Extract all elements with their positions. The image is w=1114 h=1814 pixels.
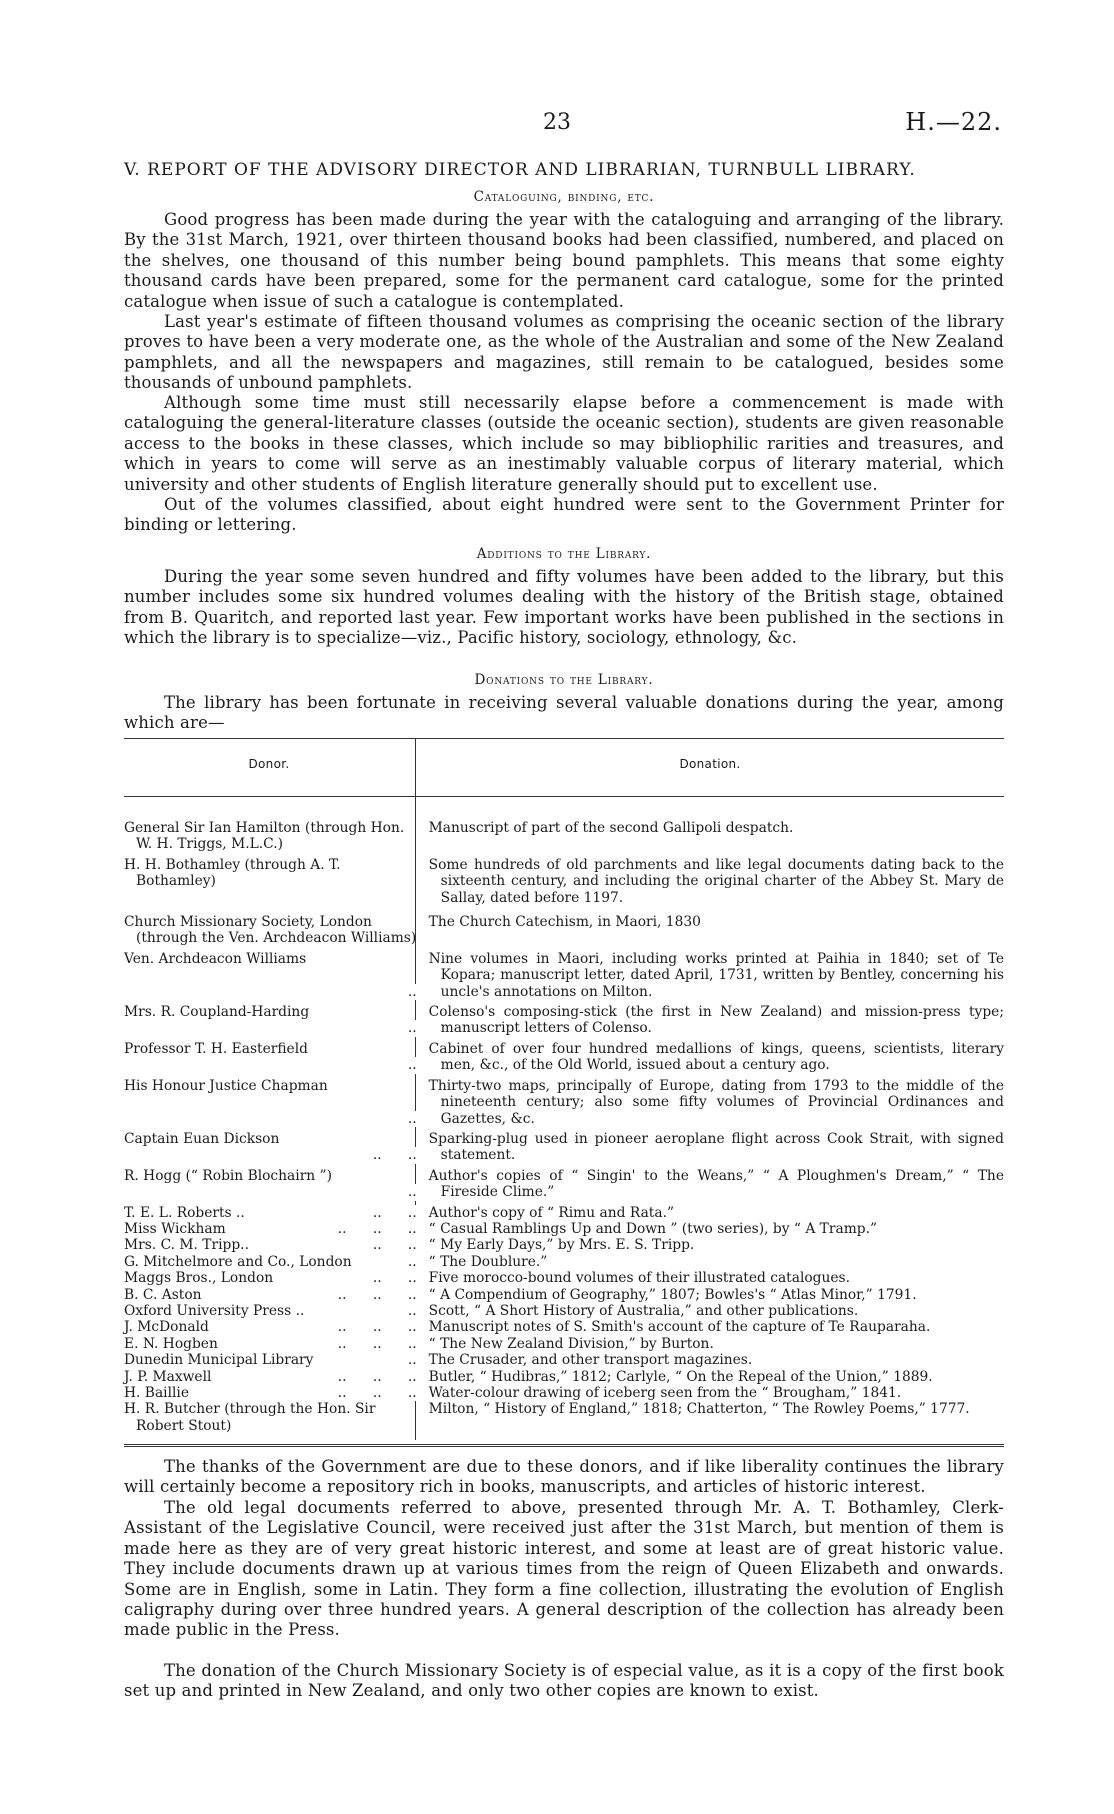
table-header-rule (124, 796, 1004, 797)
donation-cell: Milton, “ History of England,” 1818; Chatterton, “ The Rowley Poems,” 1777. (428, 1401, 970, 1418)
paragraph: Although some time must still necessarily elapse before a commencement is made with cataloguing the general-literature classes (outside the oceanic section), students are given reasonable access to the books in these classes, which include so may bibliophilic rarities and treasures, and which in years to come will serve as an inestimably valuable corpus of literary material, which university and other students of English literature generally should put to excellent use. (124, 393, 1004, 494)
donation-cell: “ The New Zealand Division,” by Burton. (428, 1335, 714, 1352)
table-row (124, 1041, 1004, 1074)
donor-name: T. E. L. Roberts .. (124, 1204, 245, 1221)
donor-name: Mrs. R. Coupland-Harding (124, 1004, 310, 1021)
paragraph: Last year's estimate of fifteen thousand volumes as comprising the oceanic section of the library proves to have been a very moderate one, as the whole of the Australian and some of the New Zealand pamphlets, and all the newspapers and magazines, still remain to be catalogued, besides some thousands of unbound pamphlets. (124, 312, 1004, 393)
donation-cell: The Church Catechism, in Maori, 1830 (428, 914, 701, 931)
donor-cell (124, 951, 417, 1000)
leader-dots: .. (404, 1111, 417, 1127)
donor-cell (124, 1270, 417, 1286)
paragraph: The thanks of the Government are due to these donors, and if like liberality continues the library will certainly become a repository rich in books, manuscripts, and articles of historic interest. (124, 1457, 1004, 1497)
donor-name: Mrs. C. M. Tripp.. (124, 1237, 249, 1254)
donation-cell: “ Casual Ramblings Up and Down ” (two series), by “ A Tramp.” (428, 1220, 878, 1237)
leader-dots: .. .. .. (334, 1319, 417, 1335)
table-row (124, 1078, 1004, 1127)
donor-name: J. P. Maxwell (124, 1368, 212, 1385)
donation-cell: The Crusader, and other transport magazines. (428, 1352, 753, 1369)
leader-dots: .. (404, 1254, 417, 1270)
donor-name: H. H. Bothamley (through A. T. Bothamley) (124, 856, 341, 890)
donor-cell (124, 1168, 417, 1201)
leader-dots: .. .. .. (334, 1287, 417, 1303)
donor-name: Maggs Bros., London (124, 1270, 274, 1287)
donation-cell: Manuscript of part of the second Gallipoli despatch. (428, 820, 794, 836)
table-row (124, 1205, 1004, 1221)
section-heading-cataloguing: Cataloguing, binding, etc. (473, 189, 655, 205)
donor-cell (124, 857, 417, 906)
donation-cell: Some hundreds of old parchments and like legal documents dating back to the sixteenth century, and including the original charter of the Abbey St. Mary de Sallay, dated before 1197. (428, 856, 1004, 906)
donation-cell: Butler, “ Hudibras,” 1812; Carlyle, “ On the Repeal of the Union,” 1889. (428, 1368, 933, 1385)
leader-dots: .. (404, 984, 417, 1000)
donor-cell (124, 1078, 417, 1127)
donor-cell (124, 1319, 417, 1335)
donation-cell: “ A Compendium of Geography,” 1807; Bowles's “ Atlas Minor,” 1791. (428, 1286, 917, 1303)
donation-cell: Water-colour drawing of iceberg seen from the “ Brougham,” 1841. (428, 1385, 902, 1401)
leader-dots: .. .. (369, 1147, 417, 1163)
donor-cell (124, 1221, 417, 1237)
donor-cell (124, 1041, 417, 1074)
donations-table (124, 820, 1004, 1434)
table-row (124, 1254, 1004, 1270)
table-row (124, 1270, 1004, 1286)
donation-cell: Author's copies of “ Singin' to the Weans,” “ A Ploughmen's Dream,” “ The Fireside Clime.” (428, 1167, 1004, 1201)
leader-dots: .. (404, 1184, 417, 1200)
paragraph: During the year some seven hundred and fifty volumes have been added to the library, but this number includes some six hundred volumes dealing with the history of the British stage, obtained from B. Quaritch, and reported last year. Few important works have been published in the sections in which the library is to specialize—viz., Pacific history, sociology, ethnology, &c. (124, 567, 1004, 648)
donation-cell: Nine volumes in Maori, including works printed at Paihia in 1840; set of Te Kopara; manuscript letter, dated April, 1731, written by Bentley, concerning his uncle's annotations on Milton. (428, 950, 1004, 1000)
leader-dots: .. .. .. (334, 1336, 417, 1352)
donor-name: His Honour Justice Chapman (124, 1077, 328, 1094)
leader-dots: .. .. (369, 1237, 417, 1253)
column-header-donation: Donation. (679, 757, 741, 771)
donor-cell (124, 914, 417, 947)
donor-name: Church Missionary Society, London (through the Ven. Archdeacon Williams) (124, 914, 417, 947)
table-row (124, 1004, 1004, 1037)
table-row (124, 1385, 1004, 1401)
donation-cell: Five morocco-bound volumes of their illustrated catalogues. (428, 1270, 851, 1287)
table-row (124, 1319, 1004, 1335)
leader-dots: .. (404, 1352, 417, 1368)
donor-cell (124, 1336, 417, 1352)
donor-cell (124, 1352, 417, 1368)
donation-cell: Colenso's composing-stick (the first in New Zealand) and mission-press type; manuscript letters of Colenso. (428, 1004, 1004, 1037)
paragraph: The old legal documents referred to above, presented through Mr. A. T. Bothamley, Clerk-Assistant of the Legislative Council, were received just after the 31st March, but mention of them is made here as they are of very great historic interest, and some at least are of great historic value. They include documents drawn up at various times from the reign of Queen Elizabeth and onwards. Some are in English, some in Latin. They form a fine collection, illustrating the evolution of English caligraphy during over three hundred years. A general description of the collection has already been made public in the Press. (124, 1498, 1004, 1640)
donation-cell: Manuscript notes of S. Smith's account of the capture of Te Rauparaha. (428, 1319, 931, 1336)
leader-dots: .. (404, 1020, 417, 1036)
table-row (124, 1221, 1004, 1237)
donor-cell (124, 1131, 417, 1164)
table-row (124, 1303, 1004, 1319)
paragraph: Out of the volumes classified, about eight hundred were sent to the Government Printer for binding or lettering. (124, 495, 1004, 535)
donation-cell: “ The Doublure.” (428, 1253, 548, 1270)
donor-cell (124, 1004, 417, 1037)
leader-dots: .. .. .. (334, 1221, 417, 1237)
leader-dots: .. .. .. (334, 1385, 417, 1401)
table-row (124, 914, 1004, 947)
leader-dots: .. (404, 1057, 417, 1073)
donation-cell: Scott, “ A Short History of Australia,” and other publications. (428, 1302, 859, 1319)
leader-dots: .. .. .. (334, 1369, 417, 1385)
donation-cell: Cabinet of over four hundred medallions of kings, queens, scientists, literary men, &c., of the Old World, issued about a century ago. (428, 1040, 1004, 1074)
table-row (124, 1401, 1004, 1434)
donor-name: Captain Euan Dickson (124, 1130, 280, 1147)
donor-cell (124, 1401, 417, 1434)
donor-cell (124, 1369, 417, 1385)
donor-name: G. Mitchelmore and Co., London (124, 1253, 352, 1270)
table-row (124, 820, 1004, 853)
document-code: H.—22. (905, 108, 1002, 136)
table-row (124, 1336, 1004, 1352)
table-row (124, 1131, 1004, 1164)
section-heading-donations: Donations to the Library. (474, 672, 654, 688)
donation-cell: Sparking-plug used in pioneer aeroplane flight across Cook Strait, with signed statement. (428, 1130, 1004, 1164)
donor-name: R. Hogg (“ Robin Blochairn ”) (124, 1167, 332, 1184)
paragraph: Good progress has been made during the year with the cataloguing and arranging of the library. By the 31st March, 1921, over thirteen thousand books had been classified, numbered, and placed on the shelves, one thousand of this number being bound pamphlets. This means that some eighty thousand cards have been prepared, some for the permanent card catalogue, some for the printed catalogue when issue of such a catalogue is contemplated. (124, 210, 1004, 311)
leader-dots: .. .. (369, 1205, 417, 1221)
donor-name: Professor T. H. Easterfield (124, 1040, 308, 1057)
paragraph: The library has been fortunate in receiving several valuable donations during the year, among which are— (124, 693, 1004, 733)
donor-name: Miss Wickham (124, 1220, 226, 1237)
donor-name: H. R. Butcher (through the Hon. Sir Robert Stout) (124, 1401, 376, 1434)
table-row (124, 1237, 1004, 1253)
donor-cell (124, 1205, 417, 1221)
table-row (124, 1168, 1004, 1201)
report-title: V. REPORT OF THE ADVISORY DIRECTOR AND LIBRARIAN, TURNBULL LIBRARY. (124, 160, 916, 180)
donor-name: H. Baillie (124, 1385, 189, 1401)
donor-name: B. C. Aston (124, 1286, 202, 1303)
paragraph: The donation of the Church Missionary Society is of especial value, as it is a copy of the first book set up and printed in New Zealand, and only two other copies are known to exist. (124, 1661, 1004, 1701)
section-heading-additions: Additions to the Library. (476, 546, 652, 562)
table-row (124, 1287, 1004, 1303)
donor-name: Oxford University Press .. (124, 1302, 305, 1319)
leader-dots: .. .. (369, 1270, 417, 1286)
donor-name: Ven. Archdeacon Williams (124, 950, 307, 967)
donor-name: J. McDonald (124, 1319, 209, 1336)
table-row (124, 1352, 1004, 1368)
table-bottom-rule (124, 1444, 1004, 1447)
donor-cell (124, 1287, 417, 1303)
table-row (124, 857, 1004, 906)
donor-cell (124, 1237, 417, 1253)
donor-cell (124, 820, 417, 853)
donation-cell: Thirty-two maps, principally of Europe, dating from 1793 to the middle of the nineteenth century; also some fifty volumes of Provincial Ordinances and Gazettes, &c. (428, 1077, 1004, 1127)
donor-cell (124, 1303, 417, 1319)
donor-cell (124, 1385, 417, 1401)
donor-name: Dunedin Municipal Library (124, 1352, 314, 1369)
column-header-donor: Donor. (248, 757, 290, 771)
table-top-rule (124, 738, 1004, 739)
donation-cell: Author's copy of “ Rimu and Rata.” (428, 1204, 675, 1221)
leader-dots: .. (404, 1303, 417, 1319)
page-number: 23 (543, 110, 571, 135)
donor-name: General Sir Ian Hamilton (through Hon. W. H. Triggs, M.L.C.) (124, 820, 405, 853)
donor-cell (124, 1254, 417, 1270)
donation-cell: “ My Early Days,” by Mrs. E. S. Tripp. (428, 1237, 695, 1254)
table-row (124, 1369, 1004, 1385)
table-row (124, 951, 1004, 1000)
donor-name: E. N. Hogben (124, 1335, 218, 1352)
